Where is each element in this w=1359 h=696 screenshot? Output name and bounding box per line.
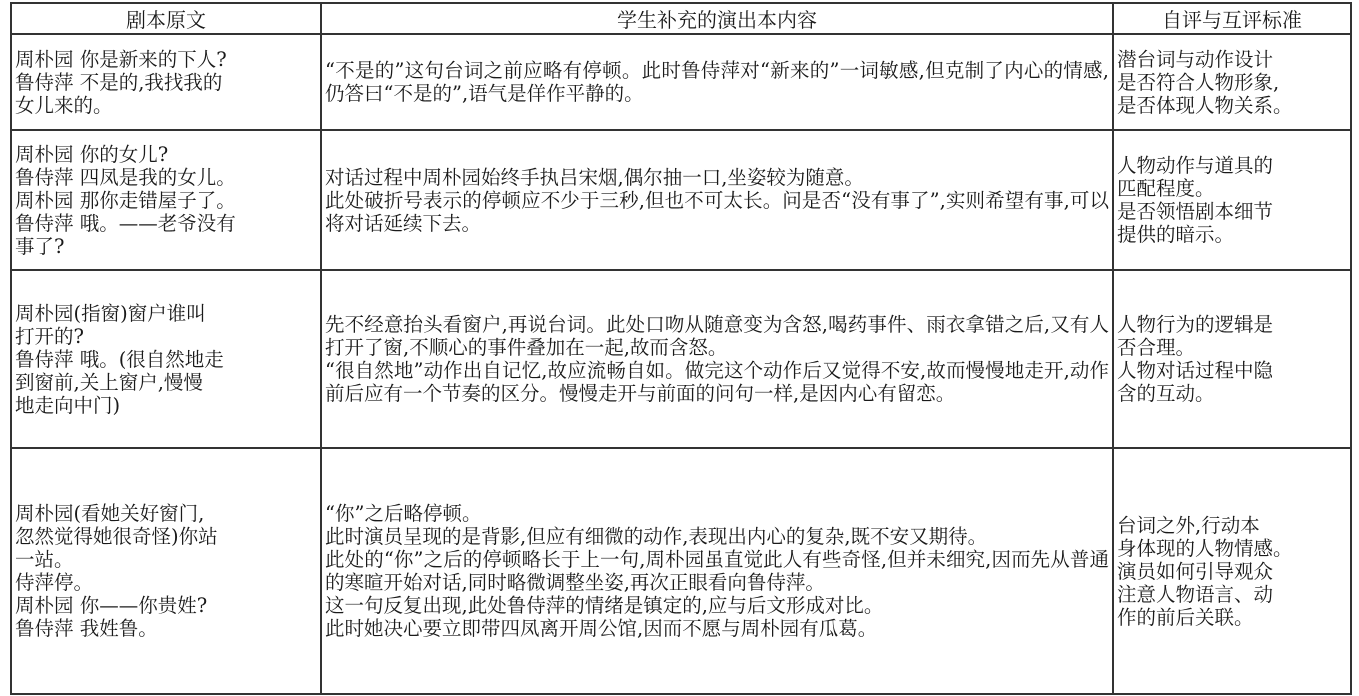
performance-cell xyxy=(321,270,1113,448)
header-script-original: 剧本原文 xyxy=(11,3,321,34)
criteria-line: 是否领悟剧本细节 xyxy=(1117,200,1274,223)
criteria-cell xyxy=(1113,34,1351,130)
performance-paragraph: 此时演员呈现的是背影,但应有细微的动作,表现出内心的复杂,既不安又期待。 xyxy=(325,525,988,548)
script-line: 周朴园 你是新来的下人? xyxy=(15,47,227,71)
table-row xyxy=(11,34,1351,130)
performance-paragraph: 对话过程中周朴园始终手执吕宋烟,偶尔抽一口,坐姿较为随意。 xyxy=(325,165,864,189)
script-cell xyxy=(11,270,321,448)
criteria-cell xyxy=(1113,130,1351,270)
performance-paragraph: “很自然地”动作出自记忆,故应流畅自如。做完这个动作后又觉得不安,故而慢慢地走开,动作前后应有一个节奏的区分。慢慢走开与前面的问句一样,是因内心有留恋。 xyxy=(325,359,1109,405)
performance-cell xyxy=(321,130,1113,270)
criteria-line: 人物动作与道具的 xyxy=(1117,154,1274,177)
script-line: 鲁侍萍 不是的,我找我的 xyxy=(15,70,223,94)
criteria-line: 人物行为的逻辑是 xyxy=(1117,313,1274,336)
performance-evaluation-table xyxy=(10,2,1352,695)
script-line: 周朴园 你的女儿? xyxy=(15,142,169,166)
script-cell xyxy=(11,130,321,270)
script-line: 鲁侍萍 我姓鲁。 xyxy=(15,617,158,640)
criteria-line: 含的互动。 xyxy=(1117,382,1215,405)
performance-paragraph: 此时她决心要立即带四凤离开周公馆,因而不愿与周朴园有瓜葛。 xyxy=(325,617,878,640)
criteria-line: 是否符合人物形象, xyxy=(1117,70,1280,94)
criteria-line: 人物对话过程中隐 xyxy=(1117,359,1274,382)
performance-paragraph: 此处破折号表示的停顿应不少于三秒,但也不可太长。问是否“没有事了”,实则希望有事,可以将对话延续下去。 xyxy=(325,188,1109,235)
script-cell xyxy=(11,448,321,694)
criteria-line: 身体现的人物情感。 xyxy=(1117,536,1293,560)
table-header-row xyxy=(11,3,1351,34)
performance-paragraph: 先不经意抬头看窗户,再说台词。此处口吻从随意变为含怒,喝药事件、雨衣拿错之后,又有人打开了窗,不顺心的事件叠加在一起,故而含怒。 xyxy=(325,313,1109,359)
criteria-line: 是否体现人物关系。 xyxy=(1117,93,1293,117)
script-line: 忽然觉得她很奇怪)你站 xyxy=(15,525,218,548)
performance-cell xyxy=(321,448,1113,694)
script-line: 鲁侍萍 哦。——老爷没有 xyxy=(15,211,236,235)
criteria-cell xyxy=(1113,448,1351,694)
script-line: 鲁侍萍 哦。(很自然地走 xyxy=(15,347,224,371)
performance-paragraph: 此处的“你”之后的停顿略长于上一句,周朴园虽直觉此人有些奇怪,但并未细究,因而先从普通的寒暄开始对话,同时略微调整坐姿,再次正眼看向鲁侍萍。 xyxy=(325,548,1109,594)
performance-paragraph: “你”之后略停顿。 xyxy=(325,502,482,525)
script-line: 到窗前,关上窗户,慢慢 xyxy=(15,370,203,394)
script-line: 打开的? xyxy=(15,324,84,348)
criteria-cell xyxy=(1113,270,1351,448)
script-line: 女儿来的。 xyxy=(15,93,113,117)
criteria-line: 演员如何引导观众 xyxy=(1117,559,1274,583)
script-line: 地走向中门) xyxy=(15,393,121,417)
criteria-line: 否合理。 xyxy=(1117,336,1196,359)
script-line: 侍萍停。 xyxy=(15,571,94,594)
script-line: 周朴园(看她关好窗门, xyxy=(15,502,205,525)
criteria-line: 匹配程度。 xyxy=(1117,177,1215,200)
script-line: 周朴园(指窗)窗户谁叫 xyxy=(15,301,206,325)
header-evaluation-criteria: 自评与互评标准 xyxy=(1113,3,1351,34)
criteria-line: 台词之外,行动本 xyxy=(1117,513,1260,537)
criteria-line: 注意人物语言、动 xyxy=(1117,582,1274,606)
performance-cell xyxy=(321,34,1113,130)
script-cell xyxy=(11,34,321,130)
script-line: 一站。 xyxy=(15,548,74,571)
table-row xyxy=(11,270,1351,448)
script-line: 事了? xyxy=(15,234,65,258)
table-row xyxy=(11,130,1351,270)
script-line: 鲁侍萍 四凤是我的女儿。 xyxy=(15,165,236,189)
criteria-line: 作的前后关联。 xyxy=(1117,605,1254,629)
criteria-line: 提供的暗示。 xyxy=(1117,223,1235,246)
performance-paragraph: “不是的”这句台词之前应略有停顿。此时鲁侍萍对“新来的”一词敏感,但克制了内心的情感,仍答曰“不是的”,语气是佯作平静的。 xyxy=(325,59,1109,105)
script-line: 周朴园 那你走错屋子了。 xyxy=(15,188,236,212)
table-row xyxy=(11,448,1351,694)
criteria-line: 潜台词与动作设计 xyxy=(1117,47,1274,71)
performance-paragraph: 这一句反复出现,此处鲁侍萍的情绪是镇定的,应与后文形成对比。 xyxy=(325,594,884,617)
header-performance-content: 学生补充的演出本内容 xyxy=(321,3,1113,34)
script-line: 周朴园 你——你贵姓? xyxy=(15,594,208,617)
